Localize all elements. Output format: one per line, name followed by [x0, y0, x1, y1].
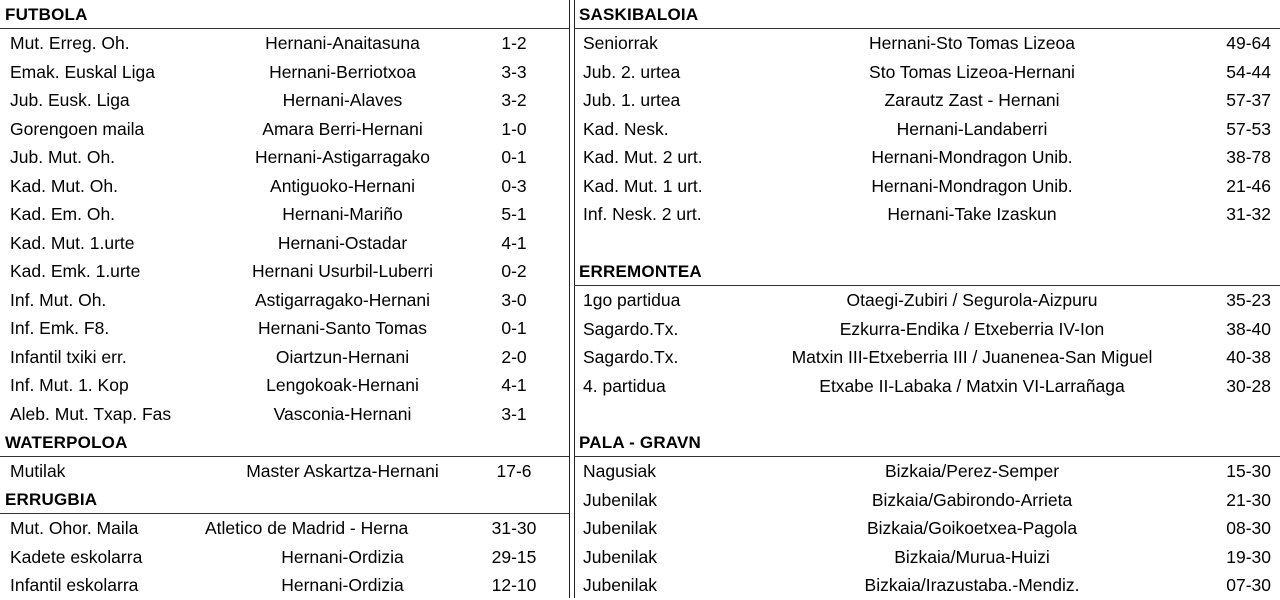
category-cell: Kad. Mut. 1.urte — [10, 232, 135, 253]
score-cell: 4-1 — [501, 232, 527, 253]
category-cell: Inf. Nesk. 2 urt. — [583, 204, 702, 224]
category-cell: 4. partidua — [583, 375, 666, 396]
match-cell: Hernani Usurbil-Luberri — [252, 261, 433, 281]
errugbia-section — [0, 485, 569, 600]
result-row — [0, 229, 569, 258]
category-cell: Jubenilak — [583, 518, 657, 538]
category-cell: Inf. Mut. 1. Kop — [10, 375, 129, 395]
category-cell: Infantil txiki err. — [10, 346, 127, 367]
category-cell: 1go partidua — [583, 290, 681, 310]
score-cell: 08-30 — [1226, 518, 1271, 538]
score-cell: 1-0 — [501, 118, 527, 139]
category-cell: Mut. Ohor. Maila — [10, 518, 139, 538]
match-cell: Etxabe II-Labaka / Matxin VI-Larrañaga — [819, 375, 1125, 396]
score-cell: 3-1 — [501, 403, 527, 424]
match-cell: Otaegi-Zubiri / Segurola-Aizpuru — [846, 290, 1098, 310]
match-cell: Atletico de Madrid - Herna — [205, 518, 409, 538]
category-cell: Mutilak — [10, 461, 66, 481]
result-row — [574, 457, 1280, 486]
result-row — [0, 172, 569, 201]
result-row — [574, 200, 1280, 229]
match-cell: Bizkaia/Goikoetxea-Pagola — [866, 518, 1078, 538]
match-cell: Hernani-Mariño — [282, 204, 403, 224]
match-cell: Bizkaia/Gabirondo-Arrieta — [871, 489, 1073, 510]
score-cell: 35-23 — [1226, 290, 1271, 310]
score-cell: 40-38 — [1226, 347, 1271, 367]
result-row — [0, 371, 569, 400]
result-row — [0, 400, 569, 429]
futbola-section — [0, 0, 569, 428]
erremontea-rows — [574, 286, 1280, 400]
score-cell: 3-0 — [501, 289, 527, 310]
result-row — [0, 543, 569, 572]
section-title-errugbia: ERRUGBIA — [0, 485, 569, 514]
score-cell: 3-2 — [501, 90, 527, 110]
result-row — [574, 172, 1280, 201]
match-cell: Vasconia-Hernani — [273, 403, 412, 424]
category-cell: Kad. Mut. Oh. — [10, 175, 118, 196]
match-cell: Oiartzun-Hernani — [275, 346, 410, 367]
result-row — [574, 571, 1280, 600]
category-cell: Emak. Euskal Liga — [10, 61, 155, 82]
saskibaloia-section — [574, 0, 1280, 229]
match-cell: Hernani-Santo Tomas — [258, 318, 427, 338]
match-cell: Ezkurra-Endika / Etxeberria IV-Ion — [839, 318, 1105, 339]
score-cell: 57-37 — [1226, 90, 1271, 110]
score-cell: 2-0 — [501, 346, 527, 367]
category-cell: Jub. Mut. Oh. — [10, 147, 116, 167]
result-row — [0, 29, 569, 58]
result-row — [574, 115, 1280, 144]
category-cell: Sagardo.Tx. — [583, 347, 679, 367]
score-cell: 21-30 — [1226, 489, 1271, 510]
score-cell: 49-64 — [1226, 33, 1271, 53]
section-title-saskibaloia: SASKIBALOIA — [574, 0, 1280, 29]
errugbia-rows — [0, 514, 569, 600]
category-cell: Jub. Eusk. Liga — [10, 90, 130, 110]
category-cell: Kadete eskolarra — [10, 546, 143, 567]
score-cell: 38-40 — [1226, 318, 1271, 339]
match-cell: Master Askartza-Hernani — [246, 461, 439, 481]
match-cell: Hernani-Ostadar — [277, 232, 408, 253]
match-cell: Hernani-Mondragon Unib. — [871, 147, 1073, 167]
result-row — [0, 286, 569, 315]
score-cell: 1-2 — [501, 33, 527, 53]
score-cell: 07-30 — [1226, 575, 1271, 595]
score-cell: 38-78 — [1226, 147, 1271, 167]
category-cell: Jub. 2. urtea — [583, 61, 681, 82]
match-cell: Bizkaia/Perez-Semper — [884, 461, 1060, 481]
match-cell: Hernani-Sto Tomas Lizeoa — [869, 33, 1075, 53]
score-cell: 31-30 — [491, 518, 537, 538]
category-cell: Gorengoen maila — [10, 118, 145, 139]
category-cell: Nagusiak — [583, 461, 656, 481]
category-cell: Jubenilak — [583, 489, 657, 510]
score-cell: 4-1 — [501, 375, 527, 395]
match-cell: Hernani-Landaberri — [896, 118, 1048, 139]
erremontea-section — [574, 257, 1280, 400]
category-cell: Kad. Mut. 1 urt. — [583, 175, 703, 196]
match-cell: Bizkaia/Murua-Huizi — [894, 546, 1050, 567]
category-cell: Jub. 1. urtea — [583, 90, 681, 110]
score-cell: 12-10 — [491, 575, 537, 595]
score-cell: 3-3 — [501, 61, 527, 82]
match-cell: Bizkaia/Irazustaba.-Mendiz. — [864, 575, 1080, 595]
result-row — [0, 257, 569, 286]
result-row — [574, 315, 1280, 344]
match-cell: Antiguoko-Hernani — [270, 175, 415, 196]
result-row — [0, 457, 569, 486]
category-cell: Infantil eskolarra — [10, 575, 139, 595]
result-row — [574, 372, 1280, 401]
section-title-pala: PALA - GRAVN — [574, 428, 1280, 457]
result-row — [574, 514, 1280, 543]
match-cell: Hernani-Anaitasuna — [265, 33, 420, 53]
result-row — [0, 571, 569, 600]
left-results-column — [0, 0, 569, 598]
waterpoloa-section — [0, 428, 569, 486]
section-title-waterpoloa: WATERPOLOA — [0, 428, 569, 457]
saskibaloia-rows — [574, 29, 1280, 229]
score-cell: 0-2 — [501, 261, 527, 281]
score-cell: 54-44 — [1226, 61, 1271, 82]
category-cell: Jubenilak — [583, 546, 657, 567]
pala-section — [574, 428, 1280, 600]
match-cell: Amara Berri-Hernani — [262, 118, 423, 139]
match-cell: Hernani-Mondragon Unib. — [871, 175, 1073, 196]
section-title-erremontea: ERREMONTEA — [574, 257, 1280, 286]
result-row — [0, 314, 569, 343]
score-cell: 29-15 — [491, 546, 537, 567]
match-cell: Hernani-Astigarragako — [254, 147, 431, 167]
futbola-rows — [0, 29, 569, 428]
score-cell: 19-30 — [1226, 546, 1271, 567]
score-cell: 30-28 — [1226, 375, 1271, 396]
score-cell: 31-32 — [1226, 204, 1271, 224]
score-cell: 17-6 — [496, 461, 532, 481]
score-cell: 0-3 — [501, 175, 527, 196]
result-row — [0, 343, 569, 372]
result-row — [574, 543, 1280, 572]
match-cell: Hernani-Alaves — [282, 90, 403, 110]
category-cell: Mut. Erreg. Oh. — [10, 33, 130, 53]
result-row — [574, 86, 1280, 115]
category-cell: Inf. Mut. Oh. — [10, 289, 107, 310]
result-row — [0, 200, 569, 229]
result-row — [574, 58, 1280, 87]
match-cell: Hernani-Berriotxoa — [269, 61, 416, 82]
category-cell: Seniorrak — [583, 33, 658, 53]
column-divider-left — [569, 0, 570, 598]
result-row — [574, 286, 1280, 315]
result-row — [574, 486, 1280, 515]
pala-rows — [574, 457, 1280, 600]
score-cell: 57-53 — [1226, 118, 1271, 139]
right-results-column — [574, 0, 1280, 598]
match-cell: Sto Tomas Lizeoa-Hernani — [869, 61, 1075, 82]
match-cell: Lengokoak-Hernani — [266, 375, 419, 395]
category-cell: Aleb. Mut. Txap. Fas — [10, 403, 172, 424]
category-cell: Kad. Mut. 2 urt. — [583, 147, 703, 167]
result-row — [0, 58, 569, 87]
result-row — [574, 143, 1280, 172]
result-row — [574, 343, 1280, 372]
category-cell: Jubenilak — [583, 575, 657, 595]
score-cell: 0-1 — [501, 318, 527, 338]
result-row — [0, 115, 569, 144]
category-cell: Kad. Em. Oh. — [10, 204, 116, 224]
match-cell: Hernani-Ordizia — [281, 575, 404, 595]
result-row — [0, 143, 569, 172]
match-cell: Astigarragako-Hernani — [254, 289, 431, 310]
category-cell: Kad. Nesk. — [583, 118, 669, 139]
score-cell: 15-30 — [1226, 461, 1271, 481]
category-cell: Kad. Emk. 1.urte — [10, 261, 141, 281]
match-cell: Hernani-Ordizia — [281, 546, 404, 567]
category-cell: Inf. Emk. F8. — [10, 318, 110, 338]
match-cell: Zarautz Zast - Hernani — [884, 90, 1060, 110]
waterpoloa-rows — [0, 457, 569, 486]
section-title-futbola: FUTBOLA — [0, 0, 569, 29]
score-cell: 0-1 — [501, 147, 527, 167]
result-row — [0, 514, 569, 543]
match-cell: Hernani-Take Izaskun — [887, 204, 1057, 224]
category-cell: Sagardo.Tx. — [583, 318, 679, 339]
result-row — [574, 29, 1280, 58]
score-cell: 5-1 — [501, 204, 527, 224]
score-cell: 21-46 — [1226, 175, 1271, 196]
result-row — [0, 86, 569, 115]
match-cell: Matxin III-Etxeberria III / Juanenea-San Miguel — [791, 347, 1153, 367]
